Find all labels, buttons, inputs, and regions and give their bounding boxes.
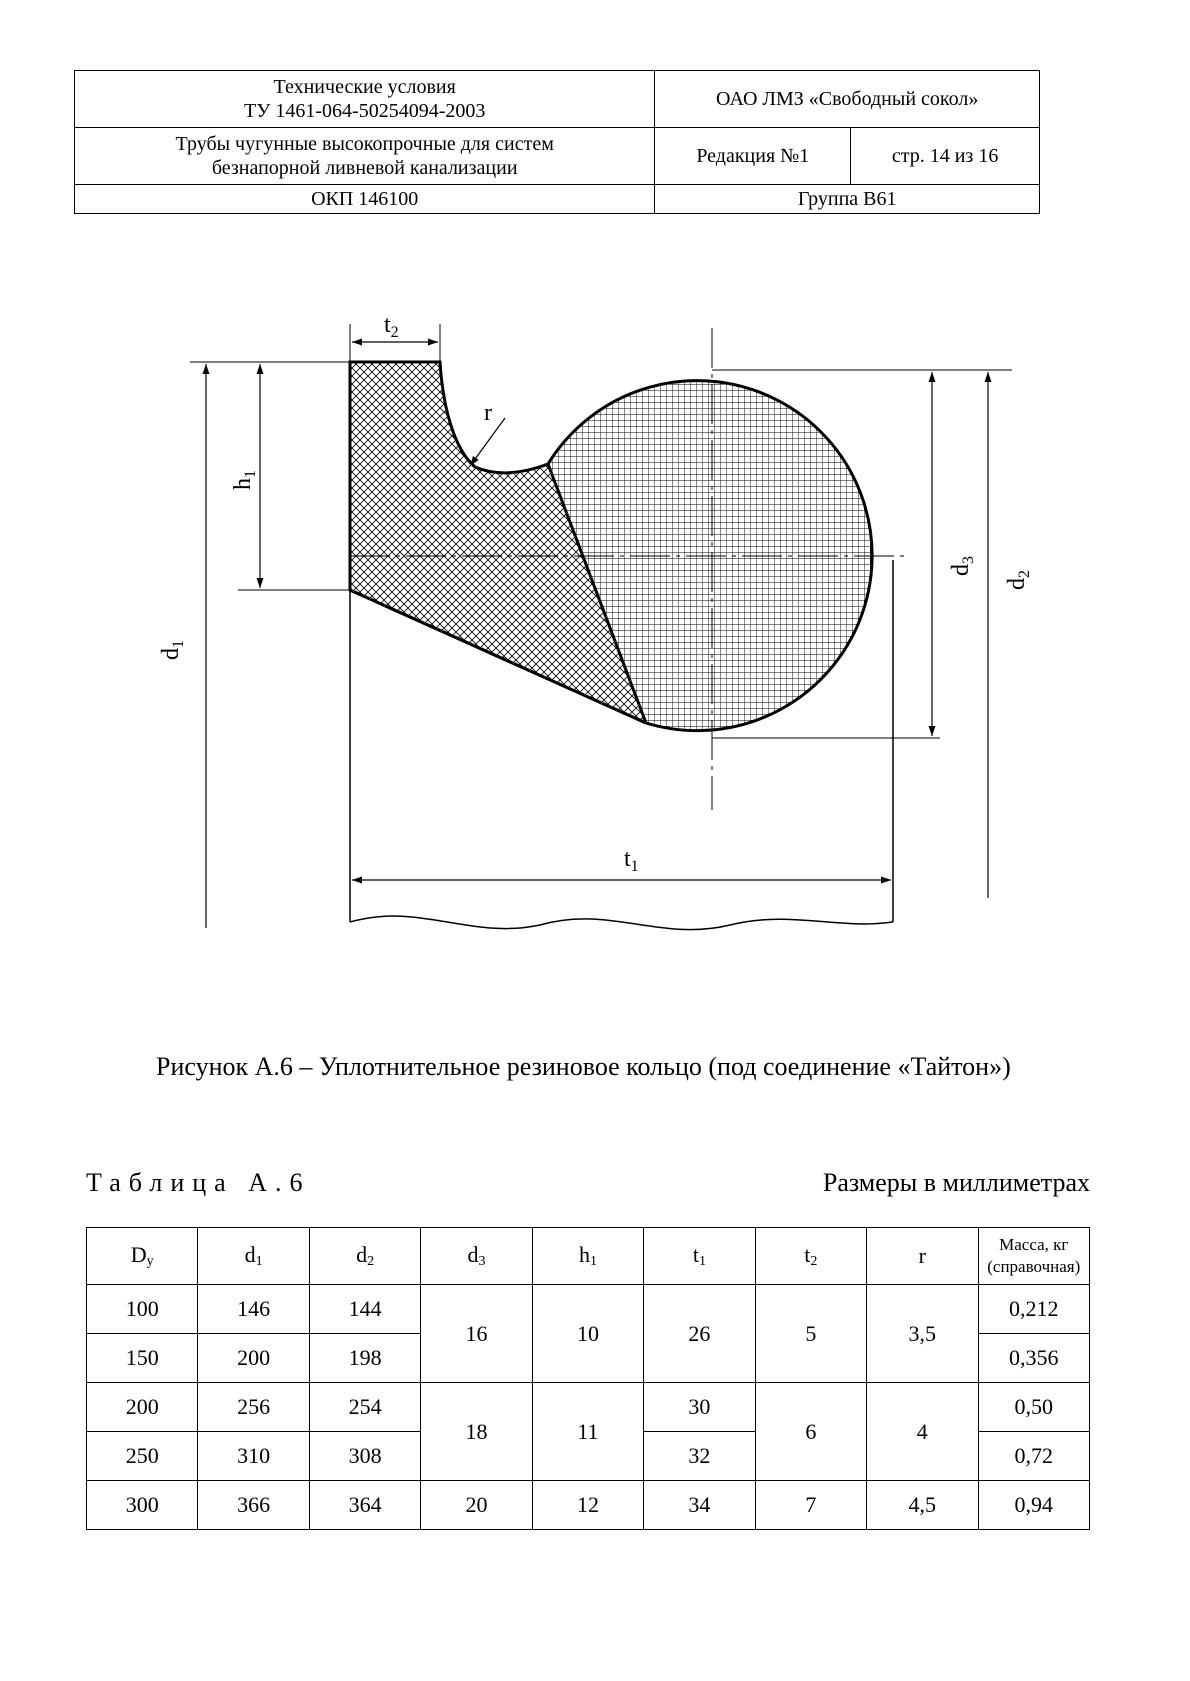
table-row: 300 366 364 20 12 34 7 4,5 0,94	[87, 1481, 1090, 1530]
spec-number: ТУ 1461-064-50254094-2003	[244, 100, 486, 122]
break-line	[350, 916, 893, 930]
document-header	[74, 70, 1040, 214]
spec-cell	[75, 71, 655, 128]
spec-title: Технические условия	[273, 76, 456, 98]
label-t1: $t_1$	[624, 846, 639, 875]
header-r: r	[867, 1228, 978, 1285]
table-row: 100 146 144 16 10 26 5 3,5 0,212	[87, 1285, 1090, 1334]
table-row: 250 310 308 32 0,72	[87, 1432, 1090, 1481]
header-mass: Масса, кг (справочная)	[978, 1228, 1090, 1285]
header-d3: $d_3$	[421, 1228, 532, 1285]
label-r: r	[484, 400, 492, 426]
product-cell	[75, 128, 655, 185]
header-d2: $d_2$	[309, 1228, 420, 1285]
label-h1: $h_1$	[230, 470, 259, 490]
header-dy: $D_у$	[87, 1228, 198, 1285]
table-header-row	[87, 1228, 1090, 1285]
table-row: 200 256 254 18 11 30 6 4 0,50	[87, 1383, 1090, 1432]
label-t2: $t_2$	[384, 312, 399, 341]
edition-label: Редакция №1	[655, 128, 851, 185]
units-label: Размеры в миллиметрах	[822, 1168, 1090, 1197]
header-h1: $h_1$	[532, 1228, 643, 1285]
table-label: Таблица А.6	[86, 1168, 311, 1197]
header-t2: $t_2$	[755, 1228, 866, 1285]
okp-code: ОКП 146100	[75, 185, 655, 214]
figure-caption: Рисунок А.6 – Уплотнительное резиновое кольцо (под соединение «Тайтон»)	[156, 1052, 1011, 1081]
label-d1: $d_1$	[158, 640, 187, 660]
group-code: Группа В61	[655, 185, 1040, 214]
company-name: ОАО ЛМЗ «Свободный сокол»	[655, 71, 1040, 128]
header-t1: $t_1$	[644, 1228, 755, 1285]
page-number: стр. 14 из 16	[851, 128, 1040, 185]
product-line-2: безнапорной ливневой канализации	[211, 157, 518, 179]
table-row: 150 200 198 0,356	[87, 1334, 1090, 1383]
header-d1: $d_1$	[198, 1228, 309, 1285]
label-d3: $d_3$	[948, 556, 977, 576]
seal-ring-drawing	[0, 300, 1190, 960]
label-d2: $d_2$	[1004, 570, 1033, 590]
product-line-1: Трубы чугунные высокопрочные для систем	[175, 133, 554, 155]
dimensions-table	[86, 1227, 1090, 1530]
